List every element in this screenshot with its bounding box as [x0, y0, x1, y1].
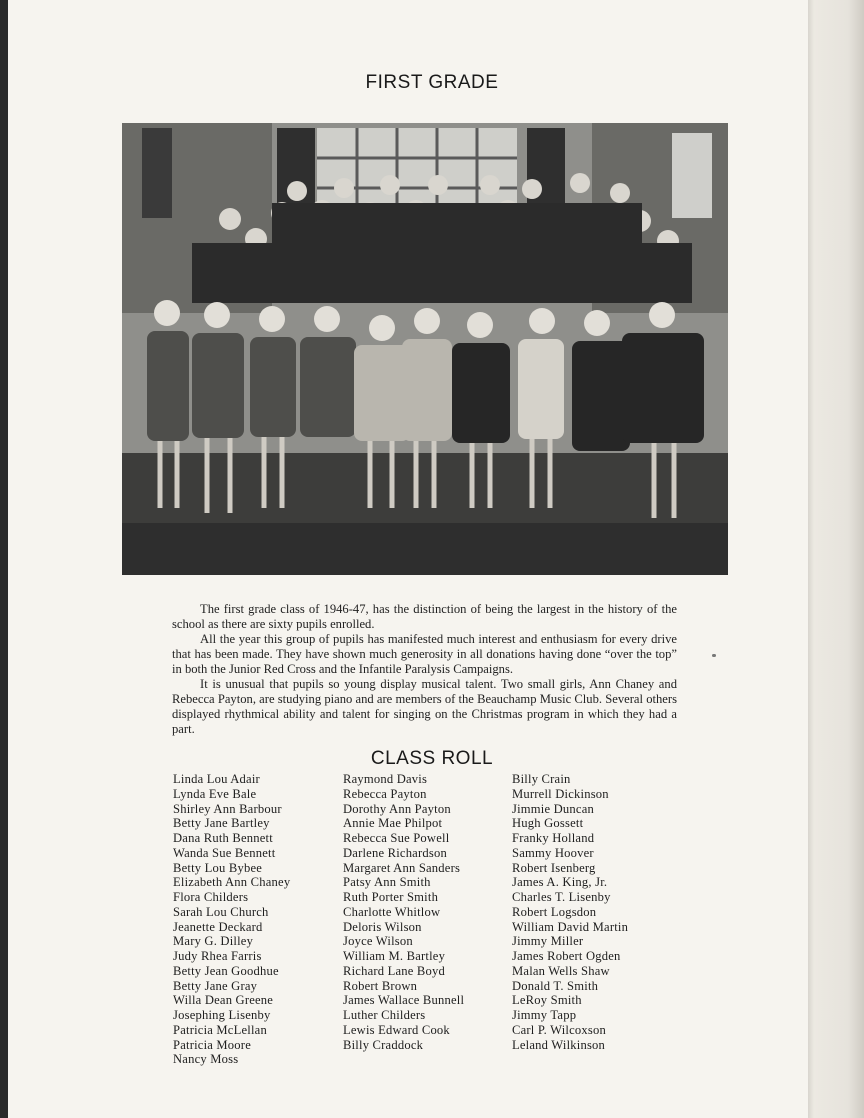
student-name: Betty Jean Goodhue [173, 963, 279, 978]
student-name: Jeanette Deckard [173, 919, 263, 934]
student-name: Patricia McLellan [173, 1022, 267, 1037]
student-name: Betty Lou Bybee [173, 860, 263, 875]
class-roll-column-2 [343, 772, 464, 1052]
class-roll-column-1 [173, 772, 290, 1067]
student-name: Jimmy Miller [512, 934, 584, 949]
student-name: Robert Brown [343, 978, 418, 993]
student-name: Dorothy Ann Payton [343, 801, 451, 816]
student-name: Jimmie Duncan [512, 801, 594, 816]
student-name: Elizabeth Ann Chaney [173, 875, 291, 890]
intro-paragraph: The first grade class of 1946-47, has the distinction of being the largest in the history of the school as there are sixty pupils enrolled. [172, 602, 677, 631]
student-name: Lewis Edward Cook [343, 1022, 450, 1037]
steps [122, 453, 728, 533]
class-roll-column-3 [512, 772, 628, 1052]
student-name: Luther Childers [343, 1008, 426, 1022]
student-name: Charlotte Whitlow [343, 904, 441, 919]
student-name: Billy Crain [512, 772, 571, 786]
student-name: Carl P. Wilcoxson [512, 1022, 606, 1037]
student-name: Linda Lou Adair [173, 772, 260, 786]
student-name: Betty Jane Gray [173, 978, 258, 993]
student-name: Shirley Ann Barbour [173, 801, 282, 816]
ground [122, 523, 728, 575]
page-edge [808, 0, 864, 1118]
student-name: Raymond Davis [343, 772, 428, 786]
student-name: Sarah Lou Church [173, 904, 269, 919]
student-name: Murrell Dickinson [512, 786, 609, 801]
scan-speck [712, 654, 716, 657]
student-name: Richard Lane Boyd [343, 963, 446, 978]
student-name: Jimmy Tapp [512, 1008, 577, 1022]
student-name: Ruth Porter Smith [343, 890, 439, 904]
student-name: Darlene Richardson [343, 845, 447, 860]
class-photo [122, 123, 728, 575]
student-name: Robert Logsdon [512, 904, 597, 919]
student-name: Margaret Ann Sanders [343, 860, 461, 875]
class-roll-title: CLASS ROLL [370, 748, 494, 769]
student-name: Deloris Wilson [343, 919, 422, 934]
intro-paragraph: It is unusual that pupils so young display musical talent. Two small girls, Ann Chaney and Rebecca Payton, are studying piano and are members of the Beauchamp Music Club. Several others displayed rhythmical ability and talent for singing on the Christmas program in which they had a part. [172, 677, 677, 736]
student-name: Annie Mae Philpot [343, 816, 443, 831]
student-name: Billy Craddock [343, 1037, 424, 1052]
student-name: James Robert Ogden [512, 949, 621, 963]
student-name: Donald T. Smith [512, 978, 599, 993]
student-name: Lynda Eve Bale [173, 786, 257, 801]
student-name: James Wallace Bunnell [343, 993, 465, 1008]
student-name: Franky Holland [512, 831, 595, 845]
page-heading: FIRST GRADE [365, 72, 499, 93]
student-name: Nancy Moss [173, 1052, 239, 1067]
student-name: Mary G. Dilley [173, 934, 254, 949]
student-name: William M. Bartley [343, 949, 446, 963]
student-name: LeRoy Smith [512, 993, 582, 1008]
student-name: Patricia Moore [173, 1037, 251, 1052]
student-name: Rebecca Sue Powell [343, 831, 450, 845]
student-name: James A. King, Jr. [512, 875, 608, 890]
student-name: William David Martin [512, 919, 629, 934]
student-name: Hugh Gossett [512, 816, 584, 831]
student-name: Malan Wells Shaw [512, 963, 610, 978]
student-name: Betty Jane Bartley [173, 816, 270, 831]
student-name: Judy Rhea Farris [173, 949, 262, 963]
student-name: Sammy Hoover [512, 845, 594, 860]
pillar [142, 128, 172, 218]
student-name: Flora Childers [173, 890, 249, 904]
student-name: Willa Dean Greene [173, 993, 274, 1008]
student-name: Leland Wilkinson [512, 1037, 606, 1052]
student-name: Joyce Wilson [343, 934, 413, 949]
window-right [672, 133, 712, 218]
intro-text [172, 602, 677, 737]
student-name: Dana Ruth Bennett [173, 831, 273, 845]
student-name: Robert Isenberg [512, 860, 596, 875]
student-name: Patsy Ann Smith [343, 875, 431, 890]
student-name: Josephing Lisenby [173, 1008, 271, 1022]
student-name: Wanda Sue Bennett [173, 845, 276, 860]
intro-paragraph: All the year this group of pupils has manifested much interest and enthusiasm for every drive that has been made. They have shown much generosity in all donations having done “over the top” in both the Junior Red Cross and the Infantile Paralysis Campaigns. [172, 632, 677, 676]
student-name: Rebecca Payton [343, 786, 427, 801]
student-name: Charles T. Lisenby [512, 890, 611, 904]
